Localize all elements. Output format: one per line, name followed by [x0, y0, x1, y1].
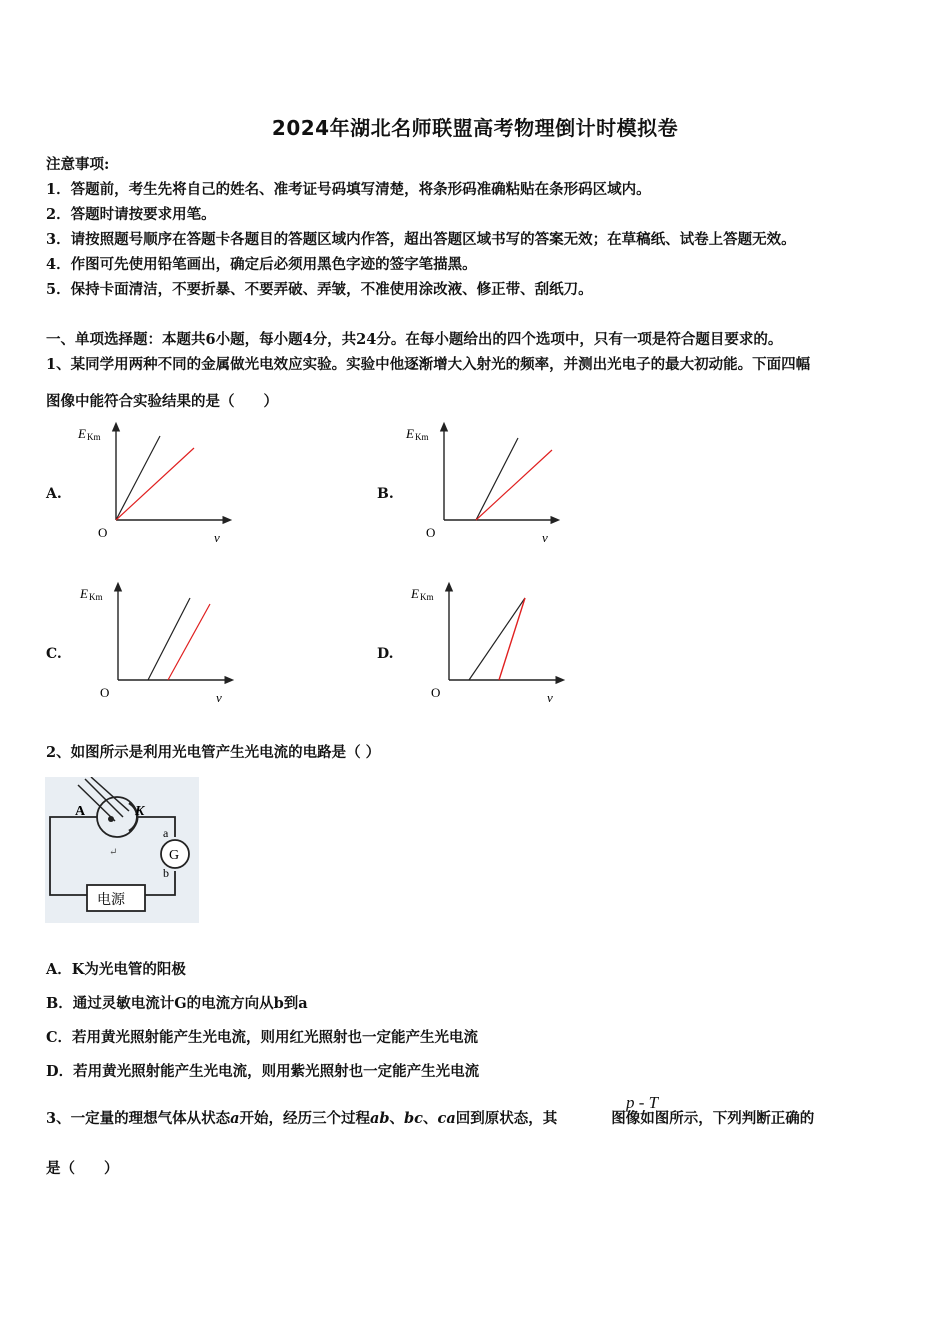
option-d-label: D.: [377, 646, 394, 662]
q3-text: 回到原状态，其: [455, 1110, 558, 1127]
q3-process: ab: [370, 1110, 390, 1127]
q2-option-a: A．K为光电管的阳极: [46, 961, 186, 978]
notice-item: 1．答题前，考生先将自己的姓名、准考证号码填写清楚，将条形码准确粘贴在条形码区域内。: [46, 181, 651, 198]
anode-label: A: [75, 804, 86, 819]
notice-item: 4．作图可先使用铅笔画出，确定后必须用黑色字迹的签字笔描黑。: [46, 256, 477, 273]
q3-state: a: [230, 1110, 240, 1127]
option-a-label: A.: [46, 486, 62, 502]
q3-text: 图像如图所示，下列判断正确的: [611, 1110, 815, 1127]
origin-label: O: [426, 525, 436, 540]
origin-label: O: [431, 685, 441, 700]
y-axis-sub: Km: [89, 592, 103, 602]
y-axis-sub: Km: [420, 592, 434, 602]
y-axis-sub: Km: [415, 432, 429, 442]
notice-heading: 注意事项:: [46, 156, 110, 173]
notice-item: 5．保持卡面清洁，不要折暴、不要弄破、弄皱，不准使用涂改液、修正带、刮纸刀。: [46, 281, 593, 298]
notice-item: 3．请按照题号顺序在答题卡各题目的答题区域内作答，超出答题区域书写的答案无效；在草稿纸、试卷上答题无效。: [46, 231, 796, 248]
q3-text: 、: [389, 1110, 405, 1127]
x-axis-label: ν: [216, 690, 222, 705]
black-line: [469, 598, 525, 680]
x-axis-label: ν: [547, 690, 553, 705]
y-axis-sub: Km: [87, 432, 101, 442]
question-1-stem-cont: 图像中能符合实验结果的是（ ）: [46, 393, 278, 410]
power-source-label: 电源: [97, 893, 125, 908]
graph-c: [72, 578, 242, 708]
notice-item: 2．答题时请按要求用笔。: [46, 206, 216, 223]
terminal-a-label: a: [163, 826, 169, 840]
question-3-stem: [46, 1107, 814, 1128]
black-line: [148, 598, 190, 680]
q3-process: ca: [437, 1110, 456, 1127]
q3-text: 、: [423, 1110, 438, 1127]
question-2-stem: 2、如图所示是利用光电管产生光电流的电路是（ ）: [46, 744, 381, 761]
graph-a: [70, 418, 240, 548]
red-line: [168, 604, 210, 680]
origin-label: O: [98, 525, 108, 540]
q3-text: 3、一定量的理想气体从状态: [46, 1110, 231, 1127]
black-line: [476, 438, 518, 520]
q3-process: bc: [404, 1110, 424, 1127]
q3-pt-label: p - T: [626, 1093, 659, 1112]
option-b-label: B.: [377, 486, 394, 502]
graph-b: [398, 418, 568, 548]
red-line: [499, 598, 525, 680]
cathode-label: K: [135, 804, 145, 819]
circuit-figure: [45, 777, 199, 923]
y-axis-label: E: [78, 426, 86, 441]
terminal-b-label: b: [163, 866, 169, 880]
x-axis-label: ν: [214, 530, 220, 545]
origin-label: O: [100, 685, 110, 700]
question-1-stem: 1、某同学用两种不同的金属做光电效应实验。实验中他逐渐增大入射光的频率，并测出光电子的最大初动能。下面四幅: [46, 356, 811, 373]
q2-option-d: D．若用黄光照射能产生光电流，则用紫光照射也一定能产生光电流: [46, 1063, 480, 1080]
q2-option-b: B．通过灵敏电流计G的电流方向从b到a: [46, 995, 308, 1012]
galvanometer-label: G: [169, 848, 180, 863]
q2-option-c: C．若用黄光照射能产生光电流，则用红光照射也一定能产生光电流: [46, 1029, 479, 1046]
y-axis-label: E: [80, 586, 88, 601]
graph-d: [403, 578, 573, 708]
page-title: 2024年湖北名师联盟高考物理倒计时模拟卷: [271, 116, 679, 140]
red-line: [116, 448, 194, 520]
x-axis-label: ν: [542, 530, 548, 545]
question-3-stem-cont: 是（ ）: [46, 1160, 119, 1177]
option-c-label: C.: [46, 646, 62, 662]
q3-text: 开始，经历三个过程: [239, 1110, 370, 1127]
y-axis-label: E: [411, 586, 419, 601]
section-heading: 一、单项选择题：本题共6小题，每小题4分，共24分。在每小题给出的四个选项中，只有一项是符合题目要求的。: [46, 331, 783, 348]
black-line: [116, 436, 160, 520]
y-axis-label: E: [406, 426, 414, 441]
red-line: [476, 450, 552, 520]
return-mark: ↵: [109, 847, 118, 858]
